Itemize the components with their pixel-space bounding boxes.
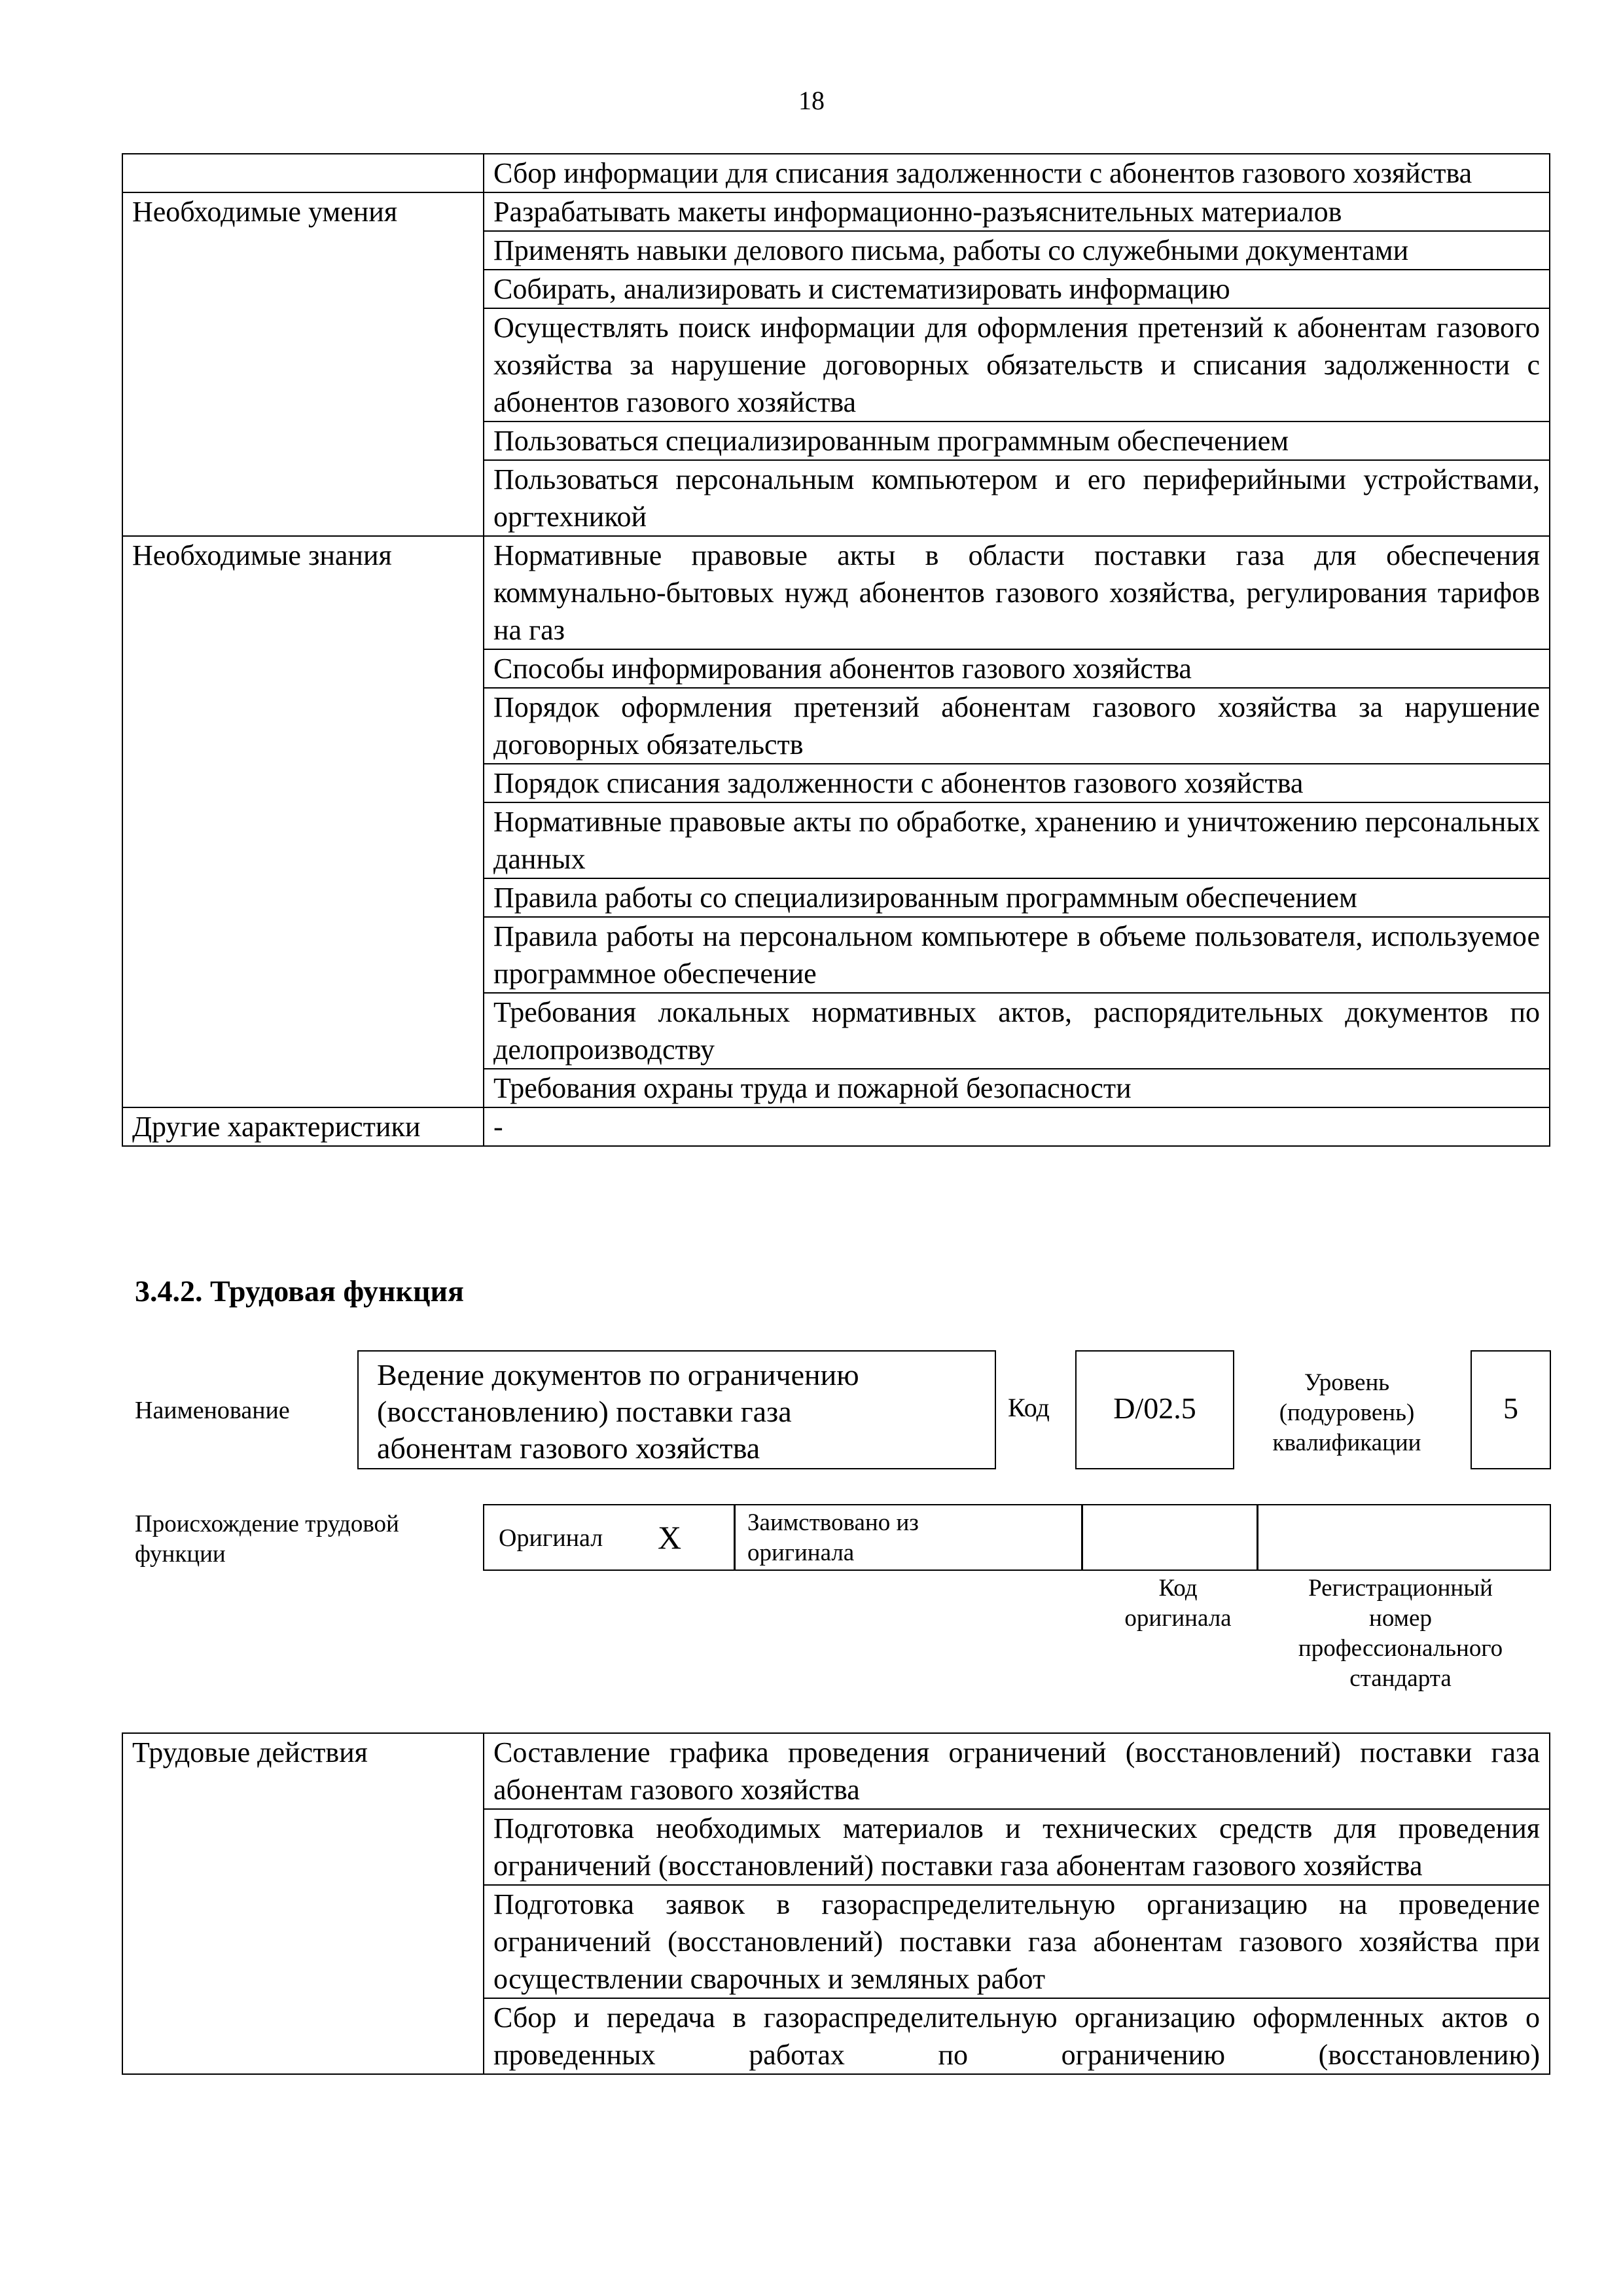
original-mark: X bbox=[658, 1519, 682, 1556]
row-label bbox=[122, 154, 484, 192]
code-label: Код bbox=[1008, 1393, 1050, 1422]
labor-actions-table bbox=[122, 1732, 1550, 2075]
reg-caption-line: номер bbox=[1369, 1605, 1432, 1632]
level-box bbox=[1471, 1350, 1551, 1469]
origin-label-line: функции bbox=[135, 1541, 226, 1568]
row-text: Требования локальных нормативных актов, распорядительных документов по делопроизводству bbox=[484, 993, 1550, 1069]
row-text: Составление графика проведения ограничений (восстановлений) поставки газа абонентам газового хозяйства bbox=[484, 1733, 1550, 1809]
row-label-actions: Трудовые действия bbox=[122, 1733, 484, 2074]
row-text: Подготовка заявок в газораспределительную организацию на проведение ограничений (восстановлений) поставки газа абонентам газового хозяйства при осуществлении сварочных и земляных работ bbox=[484, 1885, 1550, 1998]
name-label: Наименование bbox=[135, 1397, 290, 1424]
divider bbox=[1081, 1505, 1083, 1570]
reg-caption-line: профессионального bbox=[1298, 1635, 1503, 1662]
level-label-line: Уровень bbox=[1304, 1369, 1390, 1396]
row-label-other: Другие характеристики bbox=[122, 1107, 484, 1146]
row-text: Способы информирования абонентов газового хозяйства bbox=[484, 649, 1550, 688]
function-name-line: (восстановлению) поставки газа bbox=[377, 1395, 792, 1428]
level-label-line: квалификации bbox=[1272, 1429, 1421, 1456]
reg-caption-line: Регистрационный bbox=[1308, 1575, 1493, 1602]
row-text: Применять навыки делового письма, работы со служебными документами bbox=[484, 231, 1550, 270]
reg-caption-line: стандарта bbox=[1349, 1665, 1452, 1692]
row-text: Подготовка необходимых материалов и технических средств для проведения ограничений (восстановлений) поставки газа абонентам газового хозяйства bbox=[484, 1809, 1550, 1885]
row-text: Порядок оформления претензий абонентам газового хозяйства за нарушение договорных обязательств bbox=[484, 688, 1550, 764]
code-caption-line: Код bbox=[1158, 1575, 1198, 1602]
origin-label-line: Происхождение трудовой bbox=[135, 1511, 399, 1537]
function-name-line: абонентам газового хозяйства bbox=[377, 1431, 760, 1465]
section-title: 3.4.2. Трудовая функция bbox=[135, 1274, 464, 1308]
original-label: Оригинал bbox=[499, 1524, 603, 1552]
row-text: Пользоваться персональным компьютером и его периферийными устройствами, оргтехникой bbox=[484, 460, 1550, 536]
code-box bbox=[1075, 1350, 1234, 1469]
row-text: Правила работы на персональном компьютере в объеме пользователя, используемое программное обеспечение bbox=[484, 917, 1550, 993]
row-text: Собирать, анализировать и систематизировать информацию bbox=[484, 270, 1550, 308]
row-text: Разрабатывать макеты информационно-разъяснительных материалов bbox=[484, 192, 1550, 231]
origin-box bbox=[483, 1504, 1551, 1571]
row-label-skills: Необходимые умения bbox=[122, 192, 484, 536]
table-row bbox=[122, 1733, 1550, 1809]
divider bbox=[734, 1505, 736, 1570]
page-number: 18 bbox=[798, 86, 825, 115]
row-text: Сбор информации для списания задолженности с абонентов газового хозяйства bbox=[484, 154, 1550, 192]
table-row bbox=[122, 192, 1550, 231]
row-text: Осуществлять поиск информации для оформления претензий к абонентам газового хозяйства за нарушение договорных обязательств и списания задолженности с абонентов газового хозяйства bbox=[484, 308, 1550, 422]
row-text: Сбор и передача в газораспределительную организацию оформленных актов о проведенных работах по ограничению (восстановлению) bbox=[484, 1998, 1550, 2074]
function-name-box bbox=[357, 1350, 996, 1469]
borrowed-label-line: оригинала bbox=[747, 1539, 855, 1566]
row-text: Правила работы со специализированным программным обеспечением bbox=[484, 878, 1550, 917]
table-row bbox=[122, 1107, 1550, 1146]
borrowed-label-line: Заимствовано из bbox=[747, 1509, 919, 1536]
skills-knowledge-table bbox=[122, 153, 1550, 1147]
code-caption-line: оригинала bbox=[1124, 1605, 1232, 1632]
row-label-knowledge: Необходимые знания bbox=[122, 536, 484, 1107]
function-name-line: Ведение документов по ограничению bbox=[377, 1358, 859, 1391]
row-text: Пользоваться специализированным программным обеспечением bbox=[484, 422, 1550, 460]
table-row bbox=[122, 154, 1550, 192]
row-text: Нормативные правовые акты по обработке, хранению и уничтожению персональных данных bbox=[484, 802, 1550, 878]
divider bbox=[1257, 1505, 1258, 1570]
row-text: Порядок списания задолженности с абонентов газового хозяйства bbox=[484, 764, 1550, 802]
row-text: Нормативные правовые акты в области поставки газа для обеспечения коммунально-бытовых нужд абонентов газового хозяйства, регулирования тарифов на газ bbox=[484, 536, 1550, 649]
row-text: - bbox=[484, 1107, 1550, 1146]
table-row bbox=[122, 536, 1550, 649]
code-value: D/02.5 bbox=[1113, 1391, 1196, 1425]
level-label-line: (подуровень) bbox=[1279, 1399, 1415, 1426]
row-text: Требования охраны труда и пожарной безопасности bbox=[484, 1069, 1550, 1107]
level-value: 5 bbox=[1503, 1391, 1518, 1425]
